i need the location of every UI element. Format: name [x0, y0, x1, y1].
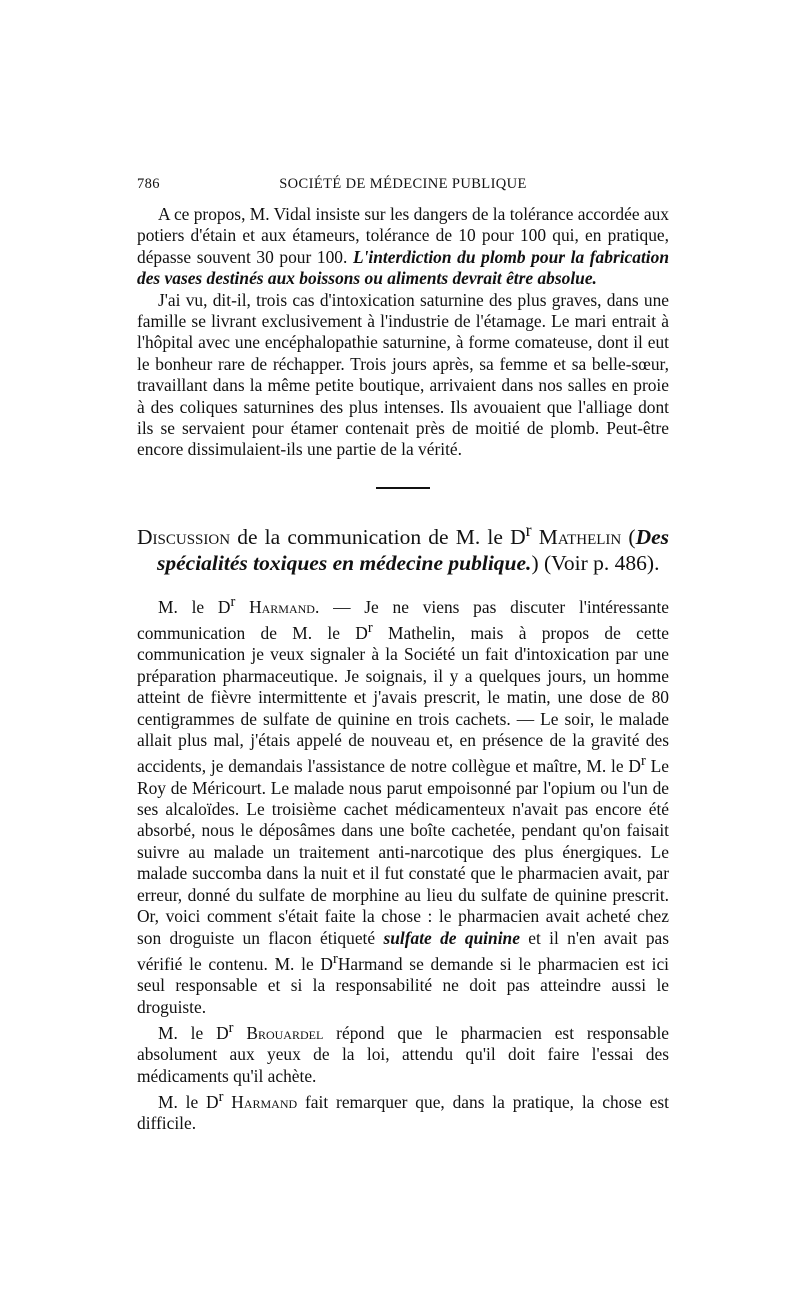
paragraph-harmand [137, 592, 669, 1018]
paragraph-vidal-text: A ce propos, M. Vidal insiste sur les dangers de la tolérance accordée aux potiers d'étain et aux étameurs, tolérance de 10 pour 100 qui, en pratique, dépasse souvent 30 pour 100. [137, 204, 670, 267]
paragraph-harmand-sup-b: r [640, 753, 646, 770]
harmand-reply-prefix: M. le D [158, 1091, 219, 1112]
section-heading-middle: de la communication de M. le D [237, 525, 526, 550]
paragraph-harmand-sup-d: r [333, 950, 338, 967]
running-head-title: SOCIÉTÉ DE MÉDECINE PUBLIQUE [279, 176, 527, 192]
paragraph-vidal-emphasis: L'interdiction du plomb pour la fabrication des vases destinés aux boissons ou aliments devrait être absolue. [137, 246, 669, 289]
paragraph-harmand-b: Mathelin, mais à propos de cette communication je veux signaler à la Société un fait d'intoxication par une préparation pharmaceutique. Je soignais, il y a quelques jours, un homme atteint de fièvre intermittente et j'avais prescrit, le matin, une dose de 80 centigrammes de sulfate de quinine en trois cachets. — Le soir, le malade allait plus mal, j'étais appelé de nouveau et, en présence de la gravité des accidents, je demandais l'assistance de notre collègue et maître, M. le D [137, 623, 669, 777]
paragraph-harmand-d: et il n'en avait pas vérifié le contenu. M. le D [137, 927, 670, 974]
section-heading [137, 517, 669, 576]
section-divider [376, 487, 430, 489]
paragraph-cases [137, 290, 669, 461]
section-heading-lead: Discussion [137, 525, 231, 550]
paragraph-harmand-e: Harmand se demande si le pharmacien est ici seul responsable et si la responsabilité ne doit pas atteindre aussi le droguiste. [137, 953, 669, 1017]
paragraph-brouardel [137, 1018, 669, 1087]
section-heading-name: Mathelin [538, 525, 622, 550]
discussion-text [137, 592, 669, 1135]
paragraph-harmand-label: sulfate de quinine [383, 927, 520, 948]
section-heading-paren-close: ) [531, 551, 539, 576]
brouardel-name: Brouardel [246, 1022, 324, 1043]
harmand-reply-sup: r [218, 1088, 224, 1105]
speaker-prefix: M. le D [158, 596, 231, 617]
document-page [137, 172, 669, 1135]
section-heading-ref: (Voir p. 486). [543, 551, 660, 576]
paragraph-harmand-a: — Je ne viens pas discuter l'intéressante communication de M. le D [137, 596, 669, 644]
running-head [137, 172, 669, 196]
speaker-name: Harmand. [249, 596, 320, 617]
harmand-reply-text: fait remarquer que, dans la pratique, la chose est difficile. [137, 1091, 669, 1134]
page-number: 786 [137, 176, 160, 192]
section-heading-title: Des spécialités toxiques en médecine publique. [157, 525, 669, 576]
paragraph-harmand-c: Le Roy de Méricourt. Le malade nous parut empoisonné par l'opium ou l'un de ses alcaloïdes. Le troisième cachet médicamenteux n'avait pas encore été absorbé, nous le déposâmes dans une boîte cachetée, pendant qu'on faisait suivre au malade un traitement anti-narcotique des plus énergiques. Le malade succomba dans la nuit et il fut constaté que le pharmacien avait, par erreur, donné du sulfate de morphine au lieu du sulfate de quinine prescrit. Or, voici comment s'était faite la chose : le pharmacien avait acheté chez son droguiste un flacon étiqueté [137, 756, 669, 948]
section-heading-paren-open: ( [628, 525, 636, 550]
paragraph-harmand-sup-a: r [367, 620, 373, 637]
paragraph-cases-text: J'ai vu, dit-il, trois cas d'intoxication saturnine des plus graves, dans une famille se livrant exclusivement à l'industrie de l'étamage. Le mari entrait à l'hôpital avec une encéphalopathie saturnine, à forme comateuse, dont il eut le bonheur rare de réchapper. Trois jours après, sa femme et sa belle-sœur, travaillant dans la même petite boutique, arrivaient dans nos salles en proie à des coliques saturnines des plus intenses. Ils avouaient que l'alliage dont ils se servaient pour étamer contenait près de moitié de plomb. Peut-être encore dissimulaient-ils une partie de la vérité. [137, 289, 669, 460]
harmand-reply-name: Harmand [231, 1091, 298, 1112]
paragraph-vidal [137, 204, 669, 290]
speaker-sup: r [230, 594, 236, 611]
section-heading-sup: r [525, 519, 532, 540]
brouardel-sup: r [228, 1019, 234, 1036]
body-text [137, 204, 669, 461]
brouardel-text: répond que le pharmacien est responsable absolument aux yeux de la loi, attendu qu'il doit faire l'essai des médicaments qu'il achète. [137, 1022, 669, 1086]
paragraph-harmand-reply [137, 1087, 669, 1135]
brouardel-prefix: M. le D [158, 1022, 229, 1043]
